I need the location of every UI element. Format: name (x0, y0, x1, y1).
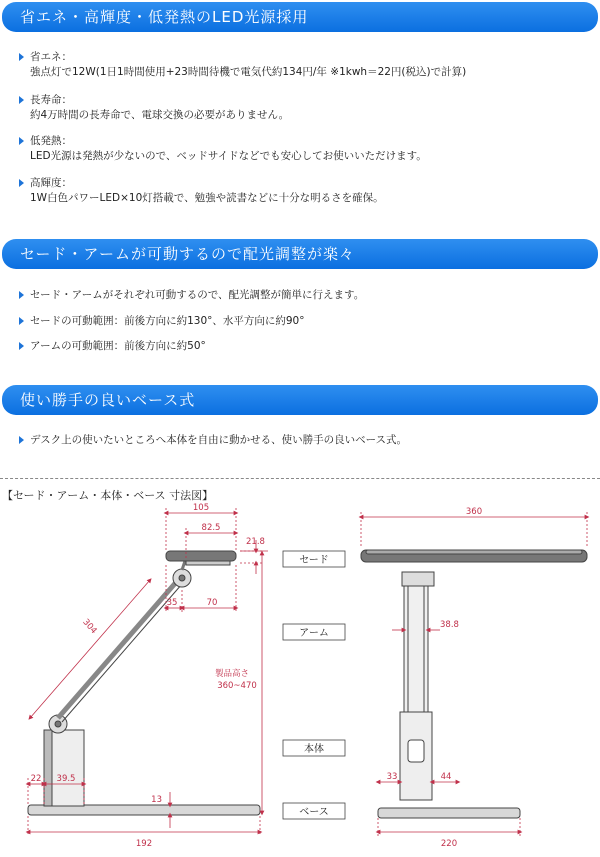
feature-body: 約4万時間の長寿命で、電球交換の必要がありません。 (30, 109, 290, 121)
side-arm (58, 580, 178, 718)
dim-35: 35 (166, 598, 178, 608)
dim-39-5: 39.5 (56, 774, 76, 784)
side-body-edge (44, 730, 52, 806)
section-banner-base: 使い勝手の良いベース式 (2, 385, 598, 415)
label-base: ベース (299, 807, 329, 818)
dim-33: 33 (386, 772, 398, 782)
bullet-item: アームの可動範囲：前後方向に約50° (24, 339, 206, 354)
part-labels (283, 551, 345, 819)
dim-105: 105 (192, 503, 210, 513)
diagram-title: 【セード・アーム・本体・ベース 寸法図】 (2, 489, 214, 502)
feature-body: 強点灯で12W(1日1時間使用+23時間待機で電気代約134円/年 ※1kwh＝22円(税込)で計算) (30, 66, 467, 78)
feature-title: 長寿命： (24, 93, 289, 108)
feature-item-long-life (24, 93, 289, 123)
section-banner-adjustable: セード・アームが可動するので配光調整が楽々 (2, 239, 598, 269)
section-banner-energy: 省エネ・高輝度・低発熱のLED光源採用 (2, 2, 598, 32)
dim-220: 220 (440, 839, 458, 849)
feature-item-low-heat (24, 134, 427, 164)
label-body: 本体 (304, 744, 324, 755)
front-base-plate (378, 808, 520, 818)
feature-title: 低発熱： (24, 134, 427, 149)
dim-44: 44 (440, 772, 452, 782)
dim-82-5: 82.5 (201, 523, 221, 533)
feature-body: 1W白色パワーLED×10灯搭載で、勉強や読書などに十分な明るさを確保。 (30, 192, 384, 204)
bullet-item: デスク上の使いたいところへ本体を自由に動かせる、使い勝手の良いベース式。 (24, 433, 407, 448)
front-joint (402, 572, 434, 586)
label-shade: セード (299, 555, 329, 566)
bullet-item: セード・アームがそれぞれ可動するので、配光調整が簡単に行えます。 (24, 288, 364, 303)
feature-item-brightness (24, 176, 384, 206)
height-value: 360~470 (217, 681, 257, 691)
feature-item-energy-saving (24, 50, 466, 80)
dim-192: 192 (135, 839, 153, 849)
bullet-item: セードの可動範囲：前後方向に約130°、水平方向に約90° (24, 314, 304, 329)
feature-title: 省エネ： (24, 50, 466, 65)
side-shade (166, 551, 236, 561)
height-label: 製品高さ (214, 669, 250, 679)
dimension-diagram (0, 497, 600, 857)
dim-360: 360 (465, 507, 483, 517)
front-switch (408, 740, 424, 762)
dim-70: 70 (206, 598, 218, 608)
dim-13: 13 (151, 795, 162, 805)
dim-38-8: 38.8 (440, 620, 459, 630)
feature-body: LED光源は発熱が少ないので、ベッドサイドなどでも安心してお使いいただけます。 (30, 150, 427, 162)
dim-21-8: 21.8 (246, 537, 265, 547)
dim-304: 304 (80, 617, 99, 637)
label-arm: アーム (299, 628, 329, 639)
feature-title: 高輝度： (24, 176, 384, 191)
dashed-divider (0, 478, 600, 479)
dim-22: 22 (30, 774, 42, 784)
